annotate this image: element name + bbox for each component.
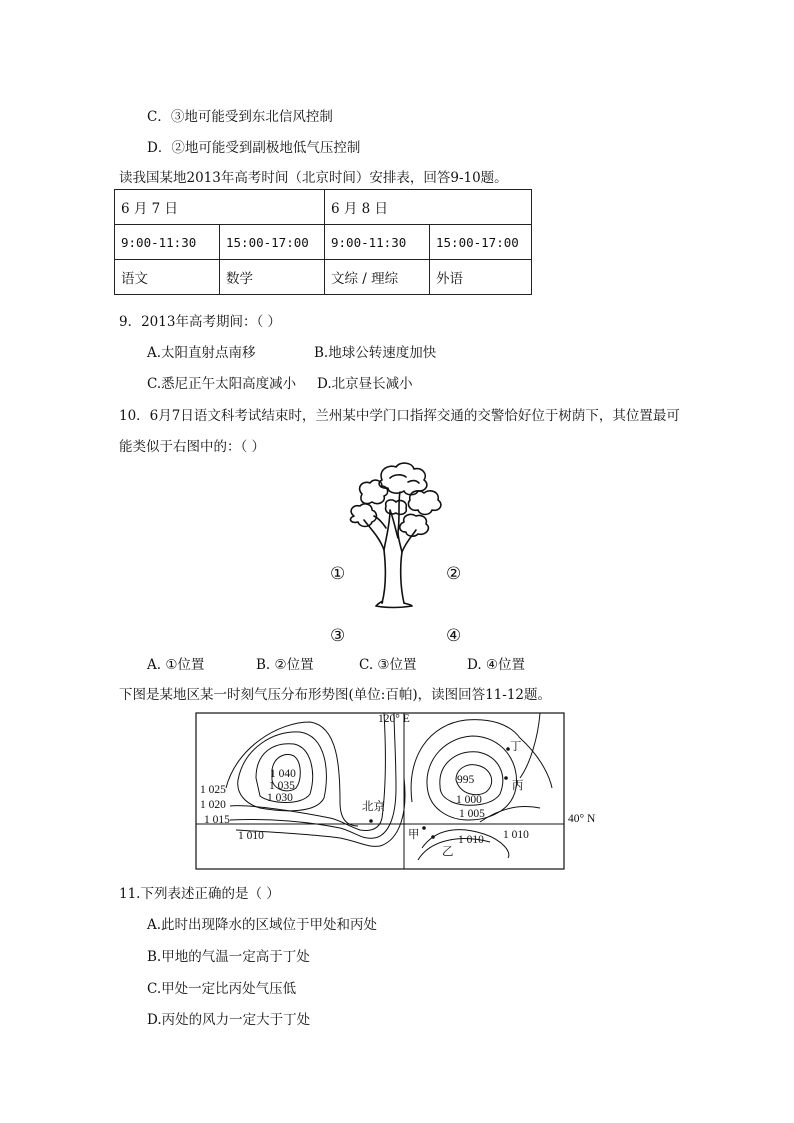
intro-9-10: 读我国某地2013年高考时间（北京时间）安排表，回答9-10题。: [119, 170, 508, 186]
isobar-label-1015: 1 015: [204, 814, 230, 826]
isobar-label-1010-east: 1 010: [503, 829, 529, 841]
isobar-1010-east-lower: [480, 807, 540, 822]
isobar-label-1010-west: 1 010: [238, 830, 264, 842]
q9-option-a: A.太阳直射点南移: [147, 345, 256, 361]
q10-option-a: A. ①位置: [147, 657, 205, 673]
exam-schedule-table: [114, 189, 532, 295]
lon-label: 120° E: [378, 713, 410, 725]
tree-label-4: ④: [446, 626, 462, 646]
place-jia: 甲: [408, 829, 420, 841]
bing-dot: [504, 776, 508, 780]
table-row: [115, 225, 532, 260]
q9-option-d: D.北京昼长减小: [317, 376, 413, 392]
isobar-label-995: 995: [457, 774, 475, 786]
q11-option-d: D.丙处的风力一定大于丁处: [147, 1012, 311, 1028]
q11-option-c: C.甲处一定比丙处气压低: [147, 981, 297, 997]
q9-option-b: B.地球公转速度加快: [314, 345, 437, 361]
intro-11-12: 下图是某地区某一时刻气压分布形势图(单位:百帕)，读图回答11-12题。: [119, 687, 551, 703]
jia-dot: [422, 826, 426, 830]
time-cell: 9:00-11:30: [325, 225, 430, 260]
q10-option-b: B. ②位置: [256, 657, 314, 673]
isobar-label-1010-south: 1 010: [458, 834, 484, 846]
tree-label-3: ③: [330, 626, 346, 646]
subject-cell: 文综 / 理综: [325, 260, 430, 295]
tree-label-1: ①: [330, 564, 346, 584]
isobar-label-1020: 1 020: [200, 799, 226, 811]
isobar-label-1000: 1 000: [456, 794, 482, 806]
time-cell: 9:00-11:30: [115, 225, 220, 260]
table-row: [115, 260, 532, 295]
lat-label: 40° N: [568, 813, 596, 825]
q11-option-a: A.此时出现降水的区域位于甲处和丙处: [147, 917, 378, 933]
q9-stem: 9．2013年高考期间：（ ）: [119, 314, 281, 330]
isobar-label-1040: 1 040: [270, 768, 296, 780]
q10-stem-line1: 10．6月7日语文科考试结束时，兰州某中学门口指挥交通的交警恰好位于树荫下，其位置最可: [119, 408, 680, 424]
yi-dot: [431, 835, 435, 839]
day2-header: 6 月 8 日: [325, 190, 532, 225]
isobar-label-1030: 1 030: [267, 792, 293, 804]
q8-option-c: C．③地可能受到东北信风控制: [147, 109, 333, 125]
place-ding: 丁: [510, 741, 522, 753]
isobar-map: [190, 708, 610, 874]
table-row: [115, 190, 532, 225]
q11-stem: 11.下列表述正确的是（ ）: [119, 886, 280, 902]
place-yi: 乙: [442, 846, 454, 858]
time-cell: 15:00-17:00: [430, 225, 532, 260]
place-beijing: 北京: [362, 801, 385, 813]
isobar-label-1035: 1 035: [269, 780, 295, 792]
beijing-dot: [369, 819, 373, 823]
q9-option-c: C.悉尼正午太阳高度减小: [147, 376, 297, 392]
time-cell: 15:00-17:00: [220, 225, 325, 260]
q10-stem-line2: 能类似于右图中的：（ ）: [119, 439, 266, 455]
isobar-label-1005: 1 005: [459, 808, 485, 820]
tree-figure: [320, 458, 480, 648]
subject-cell: 语文: [115, 260, 220, 295]
place-bing: 丙: [512, 780, 524, 792]
subject-cell: 外语: [430, 260, 532, 295]
subject-cell: 数学: [220, 260, 325, 295]
q10-option-d: D. ④位置: [467, 657, 526, 673]
tree-label-2: ②: [446, 564, 462, 584]
q8-option-d: D．②地可能受到副极地低气压控制: [147, 140, 361, 156]
day1-header: 6 月 7 日: [115, 190, 325, 225]
isobar-label-1025: 1 025: [200, 784, 226, 796]
isobar-east-arc: [520, 713, 540, 778]
tree-icon: [351, 463, 441, 607]
q11-option-b: B.甲地的气温一定高于丁处: [147, 949, 310, 965]
q10-option-c: C. ③位置: [359, 657, 417, 673]
